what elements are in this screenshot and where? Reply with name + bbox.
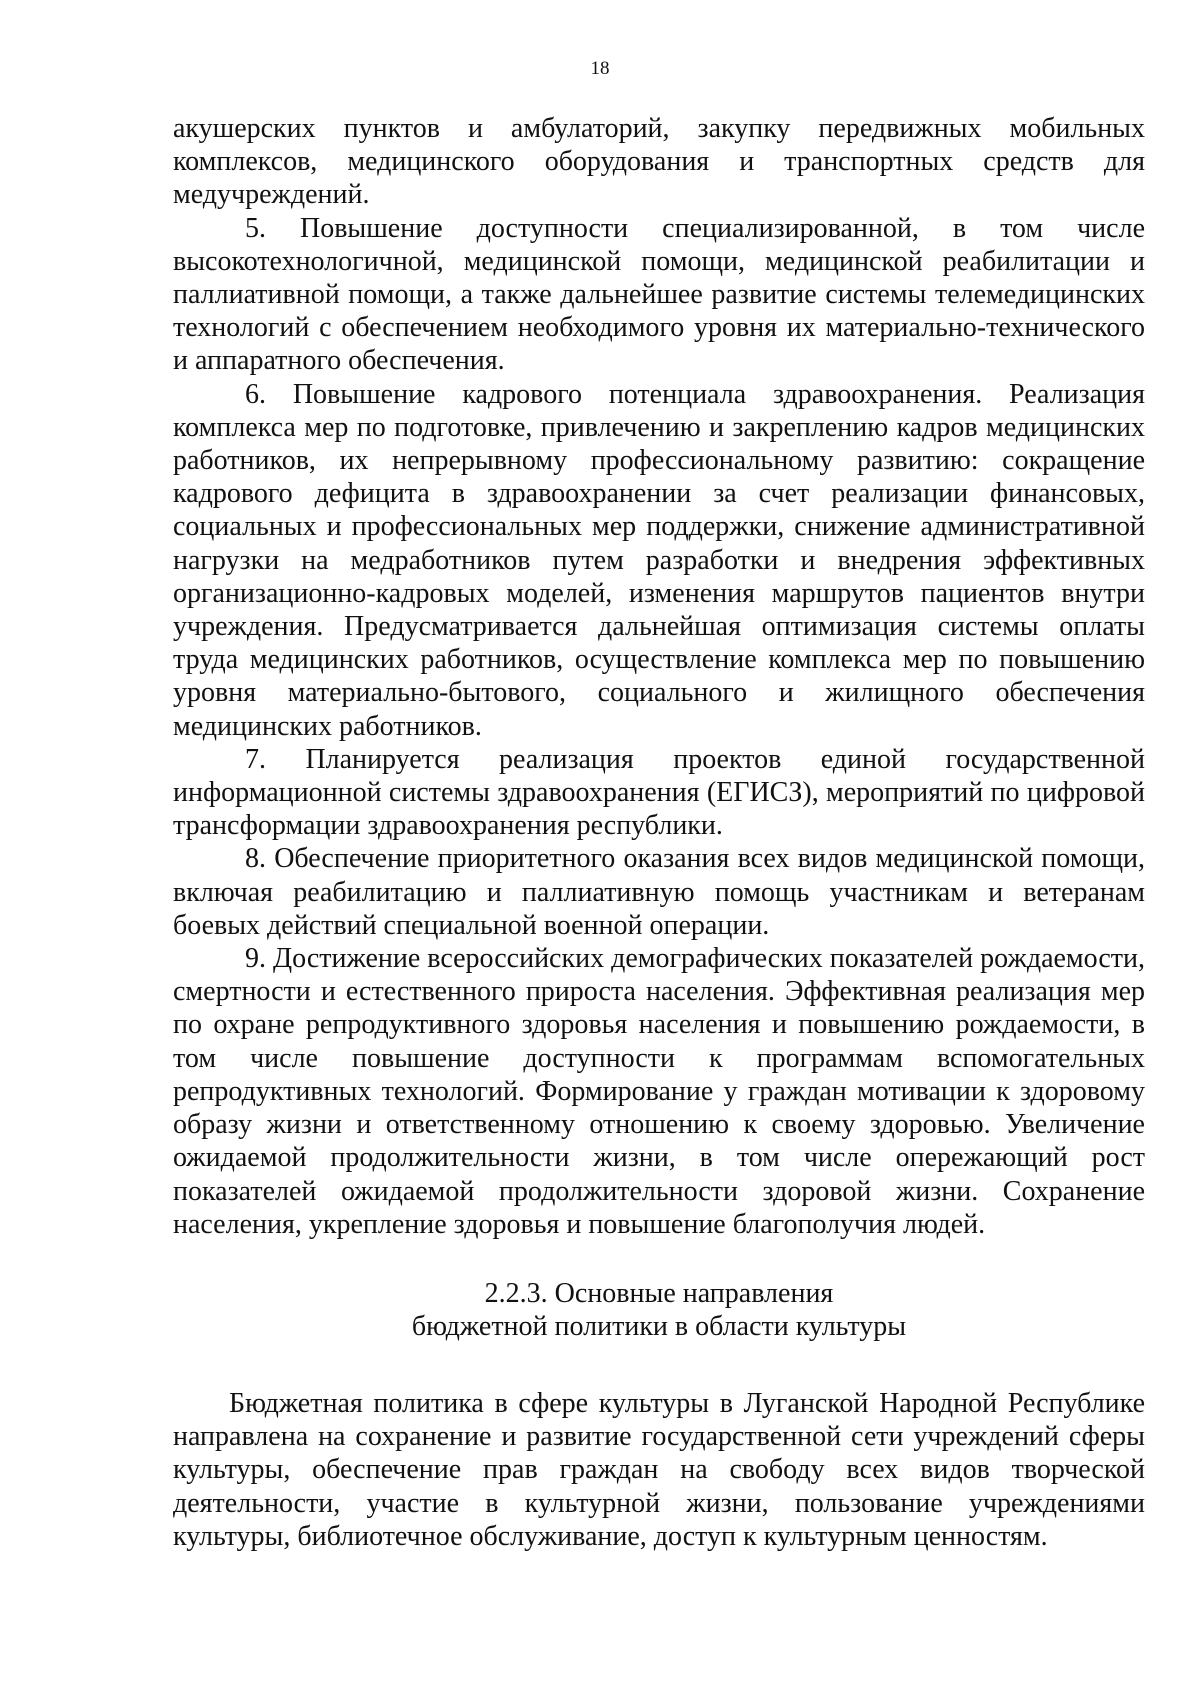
paragraph-item-7: 7. Планируется реализация проектов единой государственной информационной системы здравоохранения (ЕГИСЗ), мероприятий по цифровой трансформации здравоохранения республики. — [173, 743, 1145, 842]
document-body — [173, 112, 1145, 1553]
page-number: 18 — [590, 58, 610, 79]
section-heading — [173, 1277, 1145, 1343]
paragraph-item-6: 6. Повышение кадрового потенциала здравоохранения. Реализация комплекса мер по подготовке, привлечению и закреплению кадров медицинских работников, их непрерывному профессиональному развитию: сокращение кадрового дефицита в здравоохранении за счет реализации финансовых, социальных и профессиональных мер поддержки, снижение административной нагрузки на медработников путем разработки и внедрения эффективных организационно-кадровых моделей, изменения маршрутов пациентов внутри учреждения. Предусматривается дальнейшая оптимизация системы оплаты труда медицинских работников, осуществление комплекса мер по повышению уровня материально-бытового, социального и жилищного обеспечения медицинских работников. — [173, 378, 1145, 742]
section-paragraph: Бюджетная политика в сфере культуры в Луганской Народной Республике направлена на сохранение и развитие государственной сети учреждений сферы культуры, обеспечение прав граждан на свободу всех видов творческой деятельности, участие в культурной жизни, пользование учреждениями культуры, библиотечное обслуживание, доступ к культурным ценностям. — [173, 1387, 1145, 1552]
paragraph-item-8: 8. Обеспечение приоритетного оказания всех видов медицинской помощи, включая реабилитацию и паллиативную помощь участникам и ветеранам боевых действий специальной военной операции. — [173, 843, 1145, 941]
paragraph-item-9: 9. Достижение всероссийских демографических показателей рождаемости, смертности и естественного прироста населения. Эффективная реализация мер по охране репродуктивного здоровья населения и повышению рождаемости, в том числе повышение доступности к программам вспомогательных репродуктивных технологий. Формирование у граждан мотивации к здоровому образу жизни и ответственному отношению к своему здоровью. Увеличение ожидаемой продолжительности жизни, в том числе опережающий рост показателей ожидаемой продолжительности здоровой жизни. Сохранение населения, укрепление здоровья и повышение благополучия людей. — [173, 943, 1145, 1240]
paragraph-item-5: 5. Повышение доступности специализированной, в том числе высокотехнологичной, медицинской помощи, медицинской реабилитации и паллиативной помощи, а также дальнейшее развитие системы телемедицинских технологий с обеспечением необходимого уровня их материально-технического и аппаратного обеспечения. — [173, 212, 1145, 377]
section-heading-line-1: 2.2.3. Основные направления — [484, 1277, 834, 1309]
paragraph-continuation: акушерских пунктов и амбулаторий, закупку передвижных мобильных комплексов, медицинского оборудования и транспортных средств для медучреждений. — [173, 113, 1145, 211]
section-heading-line-2: бюджетной политики в области культуры — [411, 1310, 907, 1342]
